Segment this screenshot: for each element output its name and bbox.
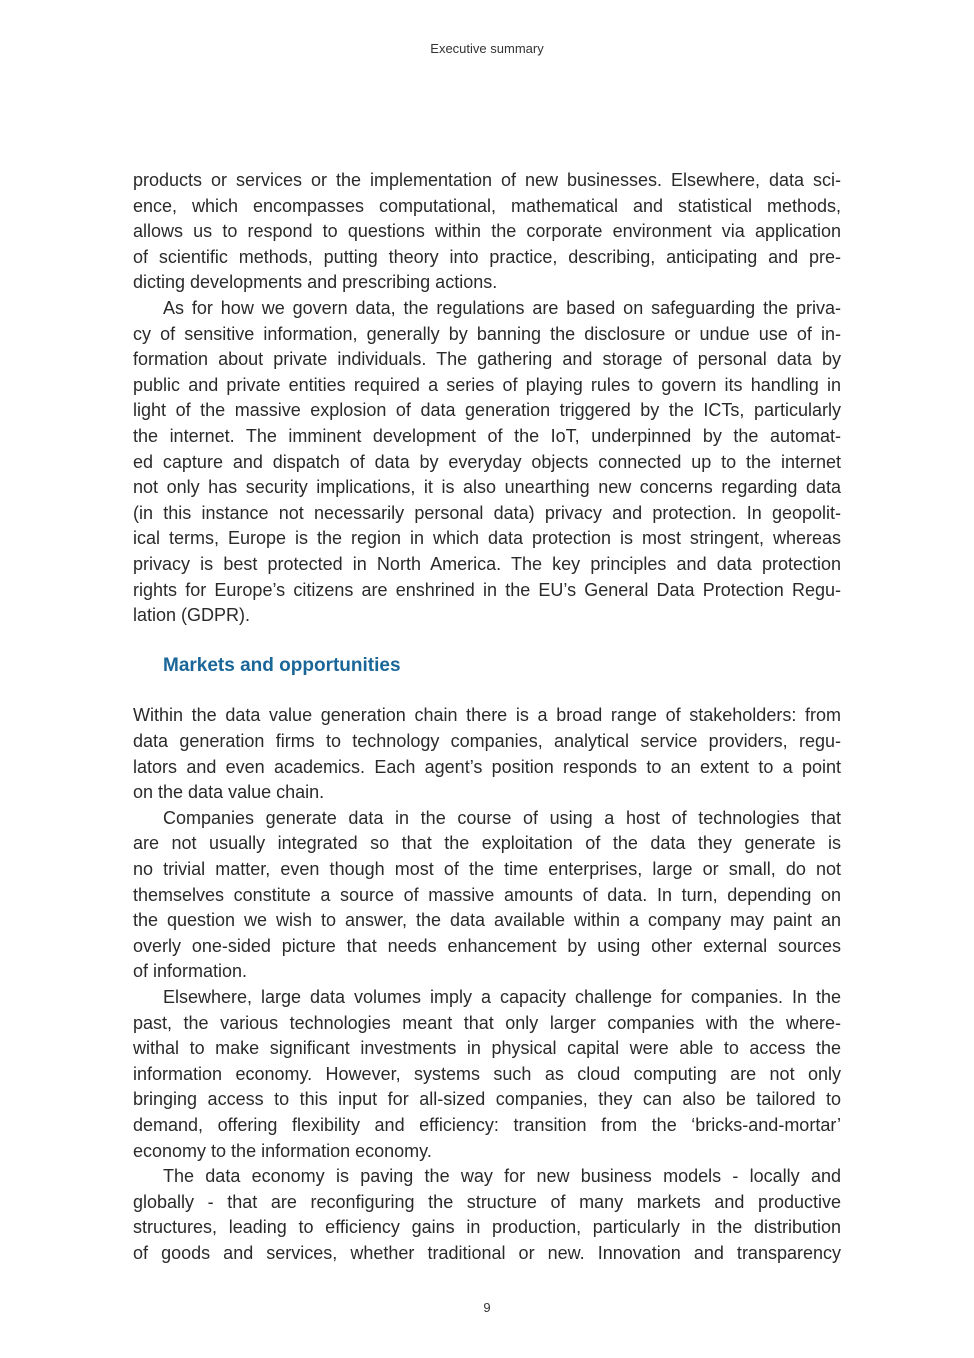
text-line: structures, leading to efficiency gains in production, particularly in the distribution [133, 1217, 841, 1238]
text-line: globally - that are reconfiguring the structure of many markets and productive [133, 1191, 841, 1212]
paragraph [133, 985, 841, 1164]
text-line: formation about private individuals. The gathering and storage of personal data by [133, 349, 841, 370]
text-line: The data economy is paving the way for new business models - locally and [163, 1166, 841, 1187]
text-line: cy of sensitive information, generally by banning the disclosure or undue use of in- [133, 323, 841, 344]
text-line: of scientific methods, putting theory into practice, describing, anticipating and pre- [133, 246, 841, 267]
text-line: not only has security implications, it is also unearthing new concerns regarding data [133, 477, 841, 498]
section-heading: Markets and opportunities [163, 655, 401, 677]
text-line: privacy is best protected in North America. The key principles and data protection [133, 553, 841, 574]
page-number: 9 [483, 1300, 491, 1315]
running-head: Executive summary [430, 41, 544, 56]
text-line: withal to make significant investments in physical capital were able to access the [133, 1038, 841, 1059]
text-line: the question we wish to answer, the data available within a company may paint an [133, 910, 841, 931]
text-line: Within the data value generation chain there is a broad range of stakeholders: from [133, 705, 841, 726]
text-line: lators and even academics. Each agent’s position responds to an extent to a point [133, 756, 841, 777]
text-line: ical terms, Europe is the region in which data protection is most stringent, whereas [133, 528, 841, 549]
body-text [133, 168, 841, 1267]
text-line: past, the various technologies meant that only larger companies with the where- [133, 1012, 841, 1033]
text-line: the internet. The imminent development of the IoT, underpinned by the automat- [133, 425, 841, 446]
text-line: public and private entities required a series of playing rules to govern its handling in [133, 374, 841, 395]
text-line: of goods and services, whether traditional or new. Innovation and transparency [133, 1242, 841, 1263]
text-line: information economy. However, systems such as cloud computing are not only [133, 1063, 841, 1084]
text-line: dicting developments and prescribing actions. [133, 272, 498, 293]
paragraph [133, 296, 841, 629]
text-line: rights for Europe’s citizens are enshrined in the EU’s General Data Protection Regu- [133, 579, 841, 600]
text-line: Companies generate data in the course of using a host of technologies that [163, 807, 841, 828]
text-line: light of the massive explosion of data generation triggered by the ICTs, particularly [133, 400, 841, 421]
text-line: are not usually integrated so that the exploitation of the data they generate is [133, 833, 841, 854]
text-line: bringing access to this input for all-sized companies, they can also be tailored to [133, 1089, 841, 1110]
text-line: economy to the information economy. [133, 1140, 432, 1161]
text-line: data generation firms to technology companies, analytical service providers, regu- [133, 731, 841, 752]
text-line: themselves constitute a source of massive amounts of data. In turn, depending on [133, 884, 841, 905]
text-line: (in this instance not necessarily personal data) privacy and protection. In geopolit- [133, 502, 841, 523]
text-line: of information. [133, 961, 248, 982]
text-line: lation (GDPR). [133, 605, 251, 626]
text-line: on the data value chain. [133, 782, 325, 803]
text-line: Elsewhere, large data volumes imply a capacity challenge for companies. In the [163, 987, 841, 1007]
paragraph [133, 703, 841, 805]
paragraph [133, 1164, 841, 1266]
text-line: ence, which encompasses computational, mathematical and statistical methods, [133, 195, 841, 216]
paragraph [133, 806, 841, 985]
text-line: As for how we govern data, the regulations are based on safeguarding the priva- [163, 297, 841, 318]
text-line: overly one-sided picture that needs enhancement by using other external sources [133, 935, 841, 956]
text-line: demand, offering flexibility and efficiency: transition from the ‘bricks-and-mortar’ [133, 1114, 841, 1135]
text-line: allows us to respond to questions within the corporate environment via application [133, 221, 841, 242]
text-line: ed capture and dispatch of data by everyday objects connected up to the internet [133, 451, 841, 472]
text-line: no trivial matter, even though most of the time enterprises, large or small, do not [133, 859, 841, 880]
paragraph [133, 168, 841, 296]
text-line: products or services or the implementation of new businesses. Elsewhere, data sci- [133, 170, 841, 190]
